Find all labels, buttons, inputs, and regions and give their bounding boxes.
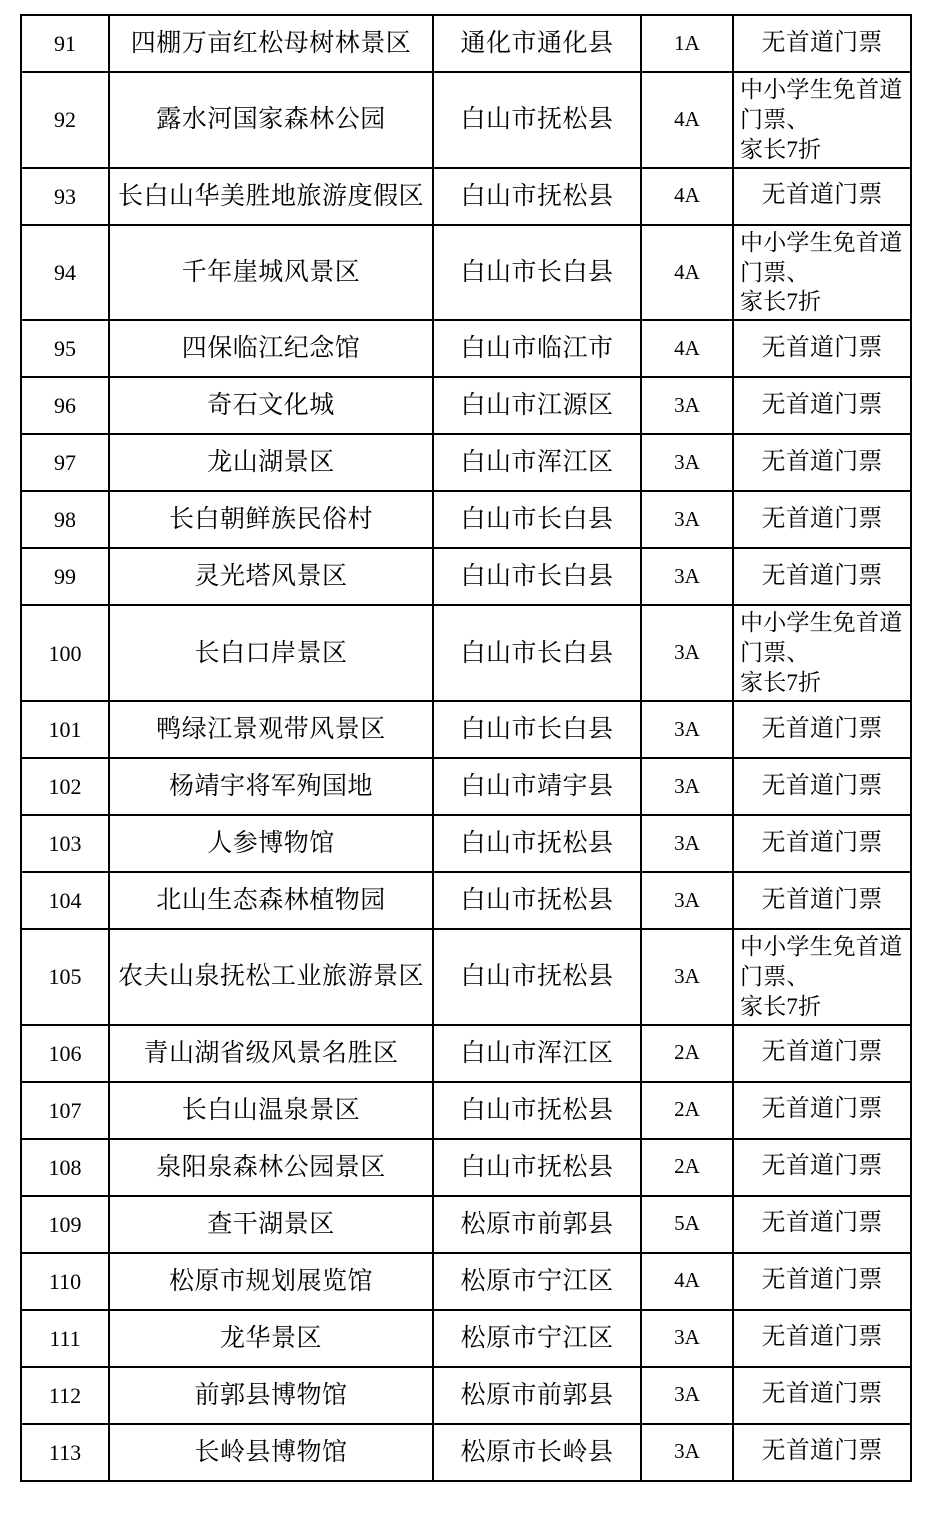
cell-policy: 无首道门票 (733, 1310, 911, 1367)
table-row (21, 225, 911, 321)
cell-scenic-name: 北山生态森林植物园 (109, 872, 433, 929)
cell-policy: 无首道门票 (733, 1367, 911, 1424)
cell-level: 5A (641, 1196, 733, 1253)
cell-level: 4A (641, 320, 733, 377)
cell-policy: 无首道门票 (733, 815, 911, 872)
cell-level: 3A (641, 701, 733, 758)
cell-level: 4A (641, 225, 733, 321)
cell-area: 白山市浑江区 (433, 434, 641, 491)
cell-scenic-name: 青山湖省级风景名胜区 (109, 1025, 433, 1082)
cell-area: 白山市临江市 (433, 320, 641, 377)
cell-policy: 无首道门票 (733, 1196, 911, 1253)
cell-scenic-name: 杨靖宇将军殉国地 (109, 758, 433, 815)
cell-scenic-name: 龙山湖景区 (109, 434, 433, 491)
cell-area: 白山市长白县 (433, 701, 641, 758)
cell-index: 102 (21, 758, 109, 815)
cell-index: 99 (21, 548, 109, 605)
table-row (21, 758, 911, 815)
cell-policy (733, 929, 911, 1025)
cell-level: 2A (641, 1139, 733, 1196)
cell-level: 3A (641, 548, 733, 605)
cell-policy: 无首道门票 (733, 1253, 911, 1310)
cell-scenic-name: 长白山华美胜地旅游度假区 (109, 168, 433, 225)
cell-level: 2A (641, 1025, 733, 1082)
cell-level: 3A (641, 605, 733, 701)
policy-line: 家长7折 (740, 136, 822, 162)
cell-policy: 无首道门票 (733, 491, 911, 548)
cell-index: 101 (21, 701, 109, 758)
cell-level: 2A (641, 1082, 733, 1139)
table-row (21, 1253, 911, 1310)
cell-level: 3A (641, 929, 733, 1025)
cell-scenic-name: 露水河国家森林公园 (109, 72, 433, 168)
policy-line: 中小学生免首道门票、 (740, 934, 903, 989)
table-row (21, 320, 911, 377)
cell-scenic-name: 松原市规划展览馆 (109, 1253, 433, 1310)
cell-area: 白山市抚松县 (433, 815, 641, 872)
scenic-spots-table (20, 14, 912, 1482)
cell-area: 通化市通化县 (433, 15, 641, 72)
cell-index: 104 (21, 872, 109, 929)
table-row (21, 929, 911, 1025)
cell-policy: 无首道门票 (733, 872, 911, 929)
cell-level: 1A (641, 15, 733, 72)
table-row (21, 1025, 911, 1082)
table-row (21, 872, 911, 929)
cell-area: 松原市前郭县 (433, 1367, 641, 1424)
cell-level: 3A (641, 872, 733, 929)
cell-area: 白山市长白县 (433, 548, 641, 605)
cell-index: 110 (21, 1253, 109, 1310)
cell-area: 白山市长白县 (433, 491, 641, 548)
cell-index: 91 (21, 15, 109, 72)
cell-scenic-name: 长岭县博物馆 (109, 1424, 433, 1481)
cell-level: 3A (641, 491, 733, 548)
cell-area: 白山市抚松县 (433, 1139, 641, 1196)
table-row (21, 377, 911, 434)
cell-scenic-name: 前郭县博物馆 (109, 1367, 433, 1424)
cell-area: 白山市江源区 (433, 377, 641, 434)
cell-scenic-name: 灵光塔风景区 (109, 548, 433, 605)
cell-index: 100 (21, 605, 109, 701)
cell-index: 98 (21, 491, 109, 548)
cell-level: 4A (641, 168, 733, 225)
cell-scenic-name: 长白朝鲜族民俗村 (109, 491, 433, 548)
cell-policy: 无首道门票 (733, 548, 911, 605)
table-row (21, 1082, 911, 1139)
policy-line: 中小学生免首道门票、 (740, 77, 903, 132)
policy-line: 中小学生免首道门票、 (740, 610, 903, 666)
policy-line: 家长7折 (740, 289, 822, 315)
cell-area: 白山市抚松县 (433, 872, 641, 929)
table-row (21, 548, 911, 605)
cell-index: 96 (21, 377, 109, 434)
cell-scenic-name: 四保临江纪念馆 (109, 320, 433, 377)
cell-area: 白山市抚松县 (433, 72, 641, 168)
cell-index: 94 (21, 225, 109, 321)
cell-index: 92 (21, 72, 109, 168)
cell-area: 松原市宁江区 (433, 1310, 641, 1367)
cell-level: 3A (641, 815, 733, 872)
cell-level: 3A (641, 377, 733, 434)
cell-policy: 无首道门票 (733, 701, 911, 758)
cell-area: 白山市抚松县 (433, 1082, 641, 1139)
cell-index: 97 (21, 434, 109, 491)
cell-index: 106 (21, 1025, 109, 1082)
cell-index: 112 (21, 1367, 109, 1424)
cell-index: 95 (21, 320, 109, 377)
policy-line: 家长7折 (740, 993, 822, 1019)
cell-level: 4A (641, 72, 733, 168)
table-row (21, 1139, 911, 1196)
table-row (21, 491, 911, 548)
table-row (21, 434, 911, 491)
cell-level: 4A (641, 1253, 733, 1310)
cell-policy: 无首道门票 (733, 758, 911, 815)
cell-scenic-name: 人参博物馆 (109, 815, 433, 872)
cell-index: 93 (21, 168, 109, 225)
cell-level: 3A (641, 1367, 733, 1424)
cell-area: 白山市抚松县 (433, 929, 641, 1025)
policy-line: 家长7折 (740, 670, 822, 696)
cell-level: 3A (641, 758, 733, 815)
cell-policy (733, 225, 911, 321)
policy-line: 中小学生免首道门票、 (740, 229, 903, 285)
cell-policy: 无首道门票 (733, 1025, 911, 1082)
cell-policy (733, 605, 911, 701)
cell-area: 白山市抚松县 (433, 168, 641, 225)
cell-policy: 无首道门票 (733, 15, 911, 72)
cell-scenic-name: 农夫山泉抚松工业旅游景区 (109, 929, 433, 1025)
cell-level: 3A (641, 1424, 733, 1481)
table-row (21, 15, 911, 72)
cell-area: 白山市浑江区 (433, 1025, 641, 1082)
table-row (21, 605, 911, 701)
table-row (21, 168, 911, 225)
cell-index: 107 (21, 1082, 109, 1139)
cell-policy: 无首道门票 (733, 168, 911, 225)
cell-scenic-name: 长白口岸景区 (109, 605, 433, 701)
table-row (21, 72, 911, 168)
cell-policy: 无首道门票 (733, 434, 911, 491)
cell-policy: 无首道门票 (733, 1139, 911, 1196)
cell-level: 3A (641, 434, 733, 491)
cell-scenic-name: 奇石文化城 (109, 377, 433, 434)
cell-level: 3A (641, 1310, 733, 1367)
cell-policy: 无首道门票 (733, 377, 911, 434)
table-row (21, 1196, 911, 1253)
cell-scenic-name: 龙华景区 (109, 1310, 433, 1367)
cell-policy: 无首道门票 (733, 1082, 911, 1139)
cell-index: 108 (21, 1139, 109, 1196)
cell-area: 白山市长白县 (433, 605, 641, 701)
table-row (21, 1424, 911, 1481)
cell-scenic-name: 查干湖景区 (109, 1196, 433, 1253)
cell-index: 111 (21, 1310, 109, 1367)
cell-area: 松原市长岭县 (433, 1424, 641, 1481)
cell-scenic-name: 长白山温泉景区 (109, 1082, 433, 1139)
cell-index: 109 (21, 1196, 109, 1253)
cell-area: 白山市长白县 (433, 225, 641, 321)
table-body (21, 15, 911, 1481)
cell-scenic-name: 泉阳泉森林公园景区 (109, 1139, 433, 1196)
cell-policy: 无首道门票 (733, 1424, 911, 1481)
cell-scenic-name: 四棚万亩红松母树林景区 (109, 15, 433, 72)
table-row (21, 1310, 911, 1367)
cell-area: 松原市前郭县 (433, 1196, 641, 1253)
table-row (21, 1367, 911, 1424)
cell-index: 103 (21, 815, 109, 872)
cell-area: 白山市靖宇县 (433, 758, 641, 815)
cell-policy: 无首道门票 (733, 320, 911, 377)
cell-index: 113 (21, 1424, 109, 1481)
cell-scenic-name: 千年崖城风景区 (109, 225, 433, 321)
cell-policy (733, 72, 911, 168)
cell-scenic-name: 鸭绿江景观带风景区 (109, 701, 433, 758)
cell-area: 松原市宁江区 (433, 1253, 641, 1310)
table-row (21, 701, 911, 758)
table-row (21, 815, 911, 872)
cell-index: 105 (21, 929, 109, 1025)
